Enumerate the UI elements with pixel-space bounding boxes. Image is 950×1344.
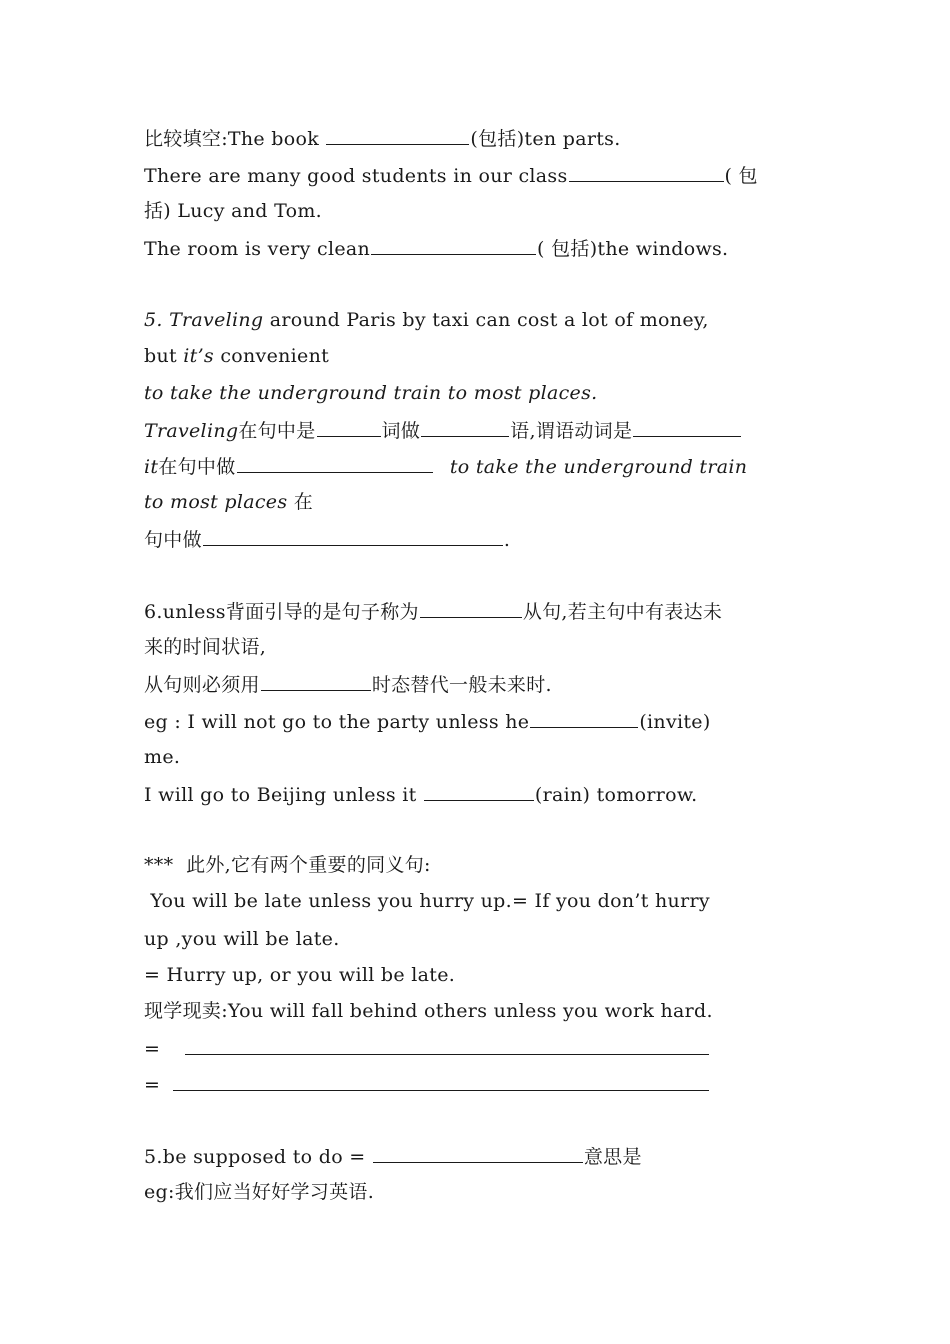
q6-line-2	[144, 632, 266, 662]
answer-blank[interactable]	[326, 122, 469, 145]
q6-line-6-prefix: I will go to Beijing unless it	[144, 784, 423, 806]
compare-line-1-prefix: 比较填空:The book	[144, 128, 326, 150]
q5-line-4-a: 在句中是	[238, 420, 316, 442]
supposed-line-1	[144, 1140, 642, 1170]
answer-blank[interactable]	[421, 414, 509, 437]
q6-line-4	[144, 705, 711, 735]
q5-line-5-it: it	[144, 456, 159, 478]
q5-line-4-word: Traveling	[144, 420, 239, 442]
synonym-line-4	[144, 996, 713, 1026]
compare-line-3-text: 括) Lucy and Tom.	[144, 200, 322, 222]
supposed-line-1-prefix: 5.be supposed to do =	[144, 1146, 372, 1168]
synonym-line-4-text: 现学现卖:You will fall behind others unless you work hard.	[144, 1000, 713, 1022]
answer-blank[interactable]	[420, 595, 522, 618]
q5-line-2-rest: convenient	[220, 345, 330, 367]
q5-traveling-word: Traveling	[169, 309, 264, 331]
compare-line-1-suffix: (包括)ten parts.	[470, 128, 621, 150]
q5-line-4	[144, 414, 742, 444]
q5-line-5	[144, 450, 747, 480]
synonym-heading	[144, 850, 431, 880]
synonym-line-1-text: You will be late unless you hurry up.= If you don’t hurry	[144, 890, 710, 912]
q5-line-1-rest: around Paris by taxi can cost a lot of money,	[269, 309, 709, 331]
answer-blank[interactable]	[373, 1140, 583, 1163]
synonym-line-2	[144, 924, 340, 954]
q6-line-3-suffix: 时态替代一般未来时.	[371, 674, 552, 696]
supposed-line-2	[144, 1177, 374, 1207]
synonym-line-2-text: up ,you will be late.	[144, 928, 340, 950]
q5-line-6	[144, 487, 313, 517]
q5-line-3	[144, 378, 598, 408]
answer-blank[interactable]	[371, 232, 536, 255]
q5-line-7	[144, 523, 510, 553]
q6-line-6	[144, 778, 698, 808]
compare-line-3	[144, 196, 322, 226]
compare-line-2-suffix: ( 包	[724, 165, 758, 187]
compare-line-4-suffix: ( 包括)the windows.	[537, 238, 729, 260]
answer-blank[interactable]	[633, 414, 741, 437]
compare-line-2	[144, 159, 758, 189]
q5-number: 5.	[144, 309, 163, 331]
q5-line-4-b: 词做	[381, 420, 421, 442]
q6-line-4-suffix: (invite)	[639, 711, 711, 733]
answer-blank[interactable]	[173, 1068, 709, 1091]
synonym-line-1	[144, 886, 710, 916]
q6-line-1-prefix: 6.unless背面引导的是句子称为	[144, 601, 419, 623]
synonym-answer-2	[144, 1068, 710, 1098]
answer-blank[interactable]	[530, 705, 638, 728]
answer-blank[interactable]	[261, 668, 371, 691]
synonym-line-3-text: = Hurry up, or you will be late.	[144, 964, 456, 986]
q6-line-3-prefix: 从句则必须用	[144, 674, 260, 696]
q5-line-4-c: 语,谓语动词是	[510, 420, 633, 442]
equals-sign: =	[144, 1038, 173, 1060]
q5-line-6-phrase: to most places	[144, 491, 288, 513]
equals-sign: =	[144, 1074, 167, 1096]
answer-blank[interactable]	[203, 523, 503, 546]
synonym-line-3	[144, 960, 455, 990]
synonym-heading-text: *** 此外,它有两个重要的同义句:	[144, 854, 431, 876]
synonym-answer-1	[144, 1032, 710, 1062]
compare-line-2-prefix: There are many good students in our class	[144, 165, 568, 187]
q5-line-2-prefix: but	[144, 345, 177, 367]
q5-line-6-b: 在	[293, 491, 314, 513]
q6-line-2-text: 来的时间状语,	[144, 636, 267, 658]
q5-line-3-text: to take the underground train to most places.	[144, 382, 598, 404]
q6-line-5	[144, 742, 180, 772]
q6-line-5-text: me.	[144, 746, 181, 768]
q5-line-7-suffix: .	[503, 529, 511, 551]
q5-line-5-phrase: to take the underground train	[449, 456, 748, 478]
q6-line-6-suffix: (rain) tomorrow.	[534, 784, 698, 806]
answer-blank[interactable]	[237, 450, 433, 473]
q5-line-7-prefix: 句中做	[144, 529, 202, 551]
q6-line-1-suffix: 从句,若主句中有表达未	[522, 601, 723, 623]
answer-blank[interactable]	[317, 414, 381, 437]
q5-line-5-a: 在句中做	[158, 456, 236, 478]
q5-its-word: it’s	[183, 345, 214, 367]
compare-line-4-prefix: The room is very clean	[144, 238, 371, 260]
q6-line-3	[144, 668, 552, 698]
supposed-line-1-suffix: 意思是	[583, 1146, 642, 1168]
q6-line-4-prefix: eg : I will not go to the party unless he	[144, 711, 530, 733]
answer-blank[interactable]	[185, 1032, 709, 1055]
answer-blank[interactable]	[424, 778, 534, 801]
answer-blank[interactable]	[569, 159, 724, 182]
compare-line-1	[144, 122, 621, 152]
supposed-line-2-text: eg:我们应当好好学习英语.	[144, 1181, 375, 1203]
compare-line-4	[144, 232, 728, 262]
q5-line-2	[144, 341, 329, 371]
q6-line-1	[144, 595, 722, 625]
q5-line-1	[144, 305, 709, 335]
